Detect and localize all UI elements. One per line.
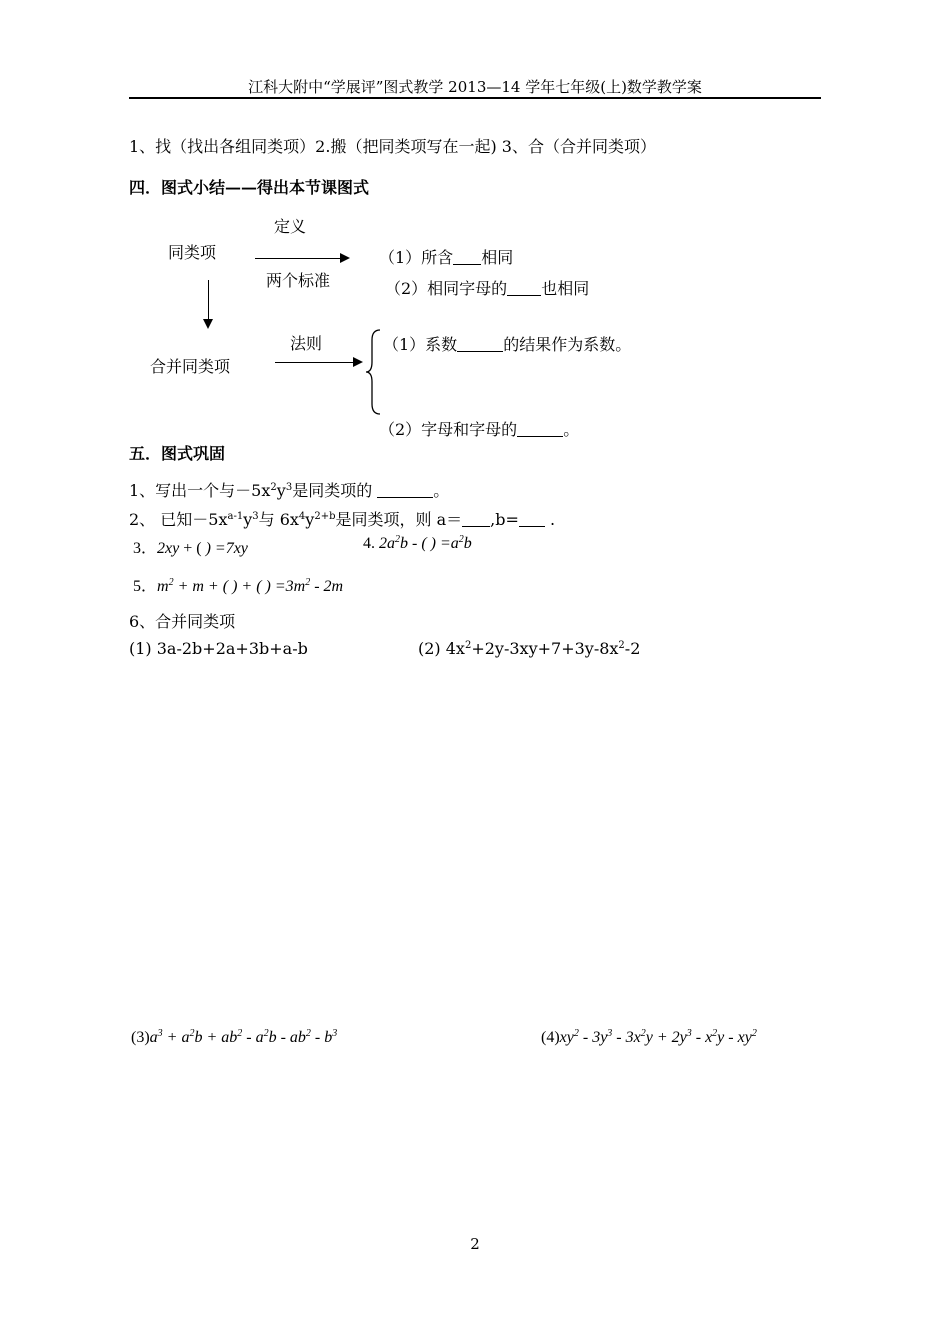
answer-blank[interactable]: [377, 483, 433, 498]
answer-blank-a[interactable]: [462, 512, 490, 527]
blank[interactable]: [507, 281, 541, 296]
arrow-definition: [255, 258, 348, 259]
problem-6-2: (2) $4x^2+2y-3xy+7+3y-8x^2-2$: [418, 639, 641, 658]
definition-2: （2）相同字母的 也相同: [385, 279, 590, 298]
problem-6-3: $(3)a^3 + a^2b + ab^2 - a^2b - ab^2 - b^3$: [131, 1028, 338, 1046]
question-1: 1、写出一个与$-5x^2y^3$是同类项的 。: [129, 481, 450, 500]
blank[interactable]: [457, 337, 503, 352]
page-header: 江科大附中“学展评”图式教学 2013—14 学年七年级(上)数学教学案: [248, 78, 702, 96]
question-6-title: 6、合并同类项: [129, 612, 236, 631]
page-number: 2: [470, 1235, 480, 1253]
problem-6-1: (1) 3a-2b+2a+3b+a-b: [129, 639, 308, 658]
question-4: 4. $2a^2b$ - ( ) $=a^2b$: [363, 534, 472, 552]
arrow-rule: [275, 362, 361, 363]
question-3: 3．2xy + ( ) =7xy: [133, 540, 248, 557]
answer-blank-b[interactable]: [519, 512, 545, 527]
section-4-title: 四．图式小结——得出本节课图式: [129, 178, 370, 197]
steps-line: 1、找（找出各组同类项）2.搬（把同类项写在一起) 3、合（合并同类项）: [129, 137, 656, 156]
header-rule: [129, 97, 821, 99]
question-5: 5．$m^2 + m$ + ( ) + ( ) $=3m^2 - 2m$: [133, 577, 344, 595]
node-like-terms: 同类项: [168, 243, 217, 262]
node-combine-like-terms: 合并同类项: [150, 357, 231, 376]
definition-1: （1）所含 相同: [379, 248, 514, 267]
question-2: 2、 已知$-5x^{a-1}y^3$与 $6x^4y^{2+b}$是同类项，则 a＝ ,b= .: [129, 510, 556, 529]
label-rule: 法则: [290, 334, 323, 353]
section-5-title: 五．图式巩固: [129, 444, 226, 463]
label-definition: 定义: [274, 217, 307, 236]
label-two-criteria: 两个标准: [266, 271, 331, 290]
rule-2: （2）字母和字母的 。: [379, 420, 580, 439]
blank[interactable]: [453, 250, 481, 265]
problem-6-4: $(4)xy^2 - 3y^3 - 3x^2y + 2y^3 - x^2y - xy^2$: [541, 1028, 757, 1046]
arrow-down: [208, 280, 209, 327]
rule-1: （1）系数 的结果作为系数。: [383, 335, 632, 354]
blank[interactable]: [517, 422, 563, 437]
brace: [364, 328, 384, 416]
